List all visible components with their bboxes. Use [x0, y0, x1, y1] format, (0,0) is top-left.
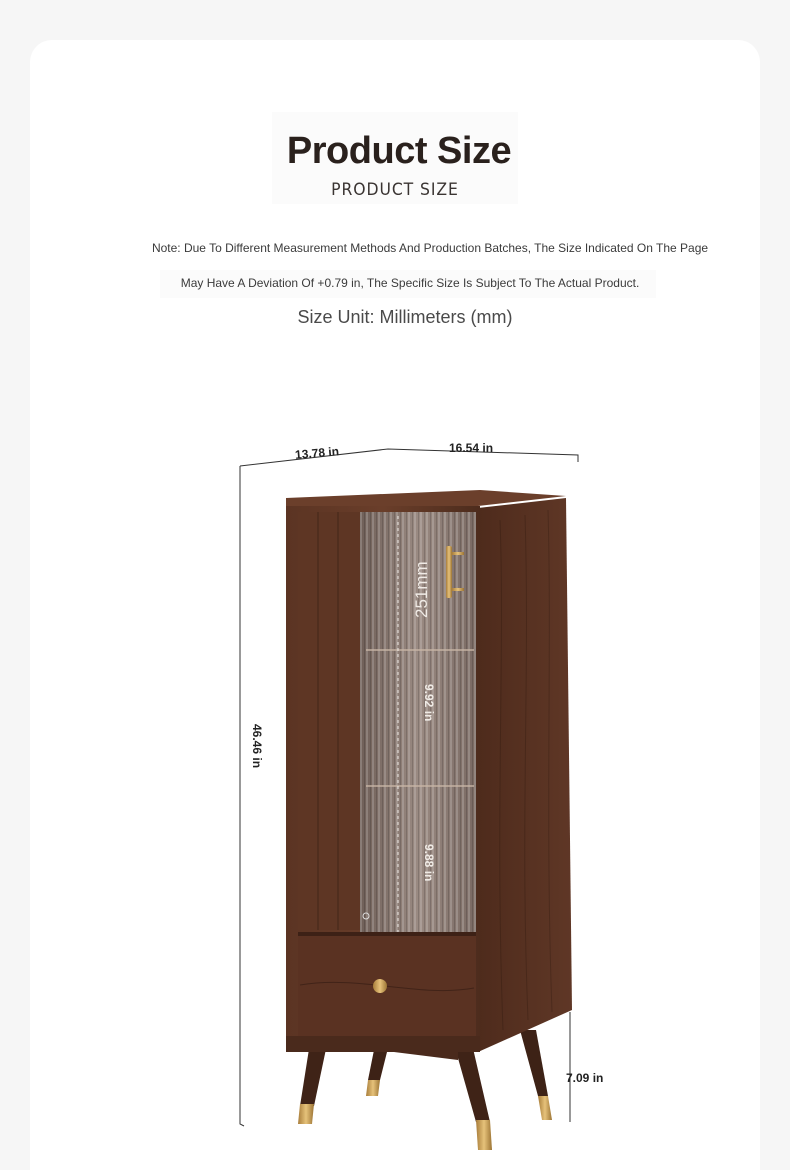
door-handle: [446, 546, 452, 598]
note-line-1: Note: Due To Different Measurement Methods And Production Batches, The Size Indicated On The Page: [151, 241, 709, 255]
lower-shelf-label: 9.88 in: [422, 844, 436, 882]
drawer: [298, 932, 476, 1036]
wood-door-panel: [298, 512, 360, 930]
top-shelf-label: 251mm: [412, 561, 431, 618]
page-subtitle: PRODUCT SIZE: [331, 180, 459, 200]
size-unit-label: Size Unit: Millimeters (mm): [297, 307, 513, 327]
width-label: 16.54 in: [449, 441, 494, 455]
height-label: 46.46 in: [250, 724, 264, 769]
leg-height-label: 7.09 in: [566, 1071, 604, 1085]
page-title: Product Size: [286, 130, 512, 172]
note-line-2: May Have A Deviation Of +0.79 in, The Specific Size Is Subject To The Actual Product.: [180, 276, 640, 290]
depth-label: 13.78 in: [294, 444, 340, 462]
drawer-knob: [373, 979, 387, 993]
middle-shelf-label: 9.92 in: [422, 684, 436, 722]
